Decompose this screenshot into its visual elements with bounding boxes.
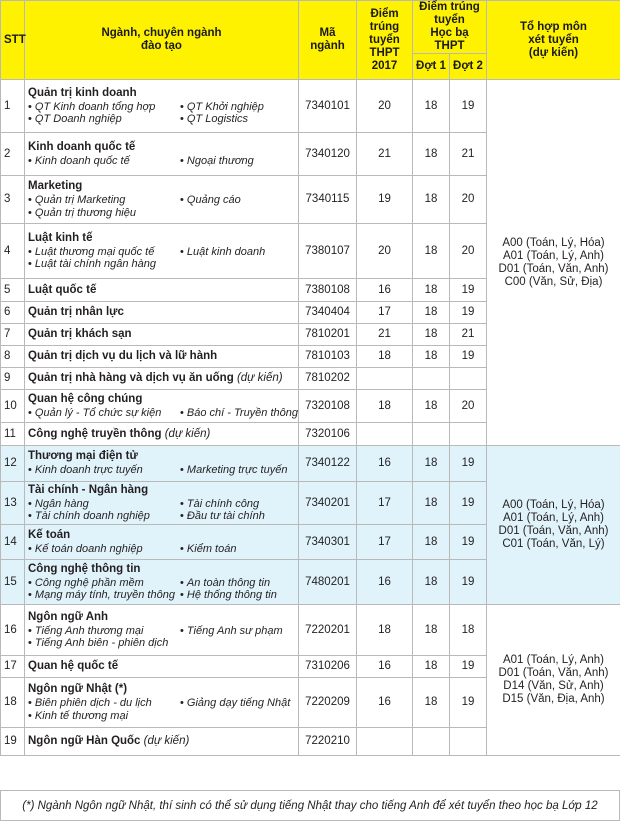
specialization-item: • Tiếng Anh biên - phiên dịch (28, 637, 176, 650)
row-dot2-score (450, 368, 487, 390)
specialization-list (28, 498, 295, 523)
specialization-empty (180, 258, 295, 271)
major-name-text: Ngôn ngữ Anh (28, 610, 109, 623)
header-thpt-line2: trúng tuyển (369, 20, 400, 46)
major-name-text: Luật quốc tế (28, 283, 97, 296)
row-stt: 2 (1, 133, 25, 176)
specialization-list (28, 464, 295, 477)
table-row (1, 446, 620, 482)
row-major (25, 176, 299, 224)
row-major (25, 324, 299, 346)
row-dot1-score: 18 (413, 346, 450, 368)
header-combo (487, 1, 620, 80)
combo-line: D14 (Văn, Sử, Anh) (503, 680, 604, 692)
row-major (25, 133, 299, 176)
row-code: 7810201 (299, 324, 357, 346)
header-thpt-line3: THPT 2017 (369, 46, 400, 72)
major-name (28, 450, 295, 463)
row-code: 7380108 (299, 279, 357, 302)
row-thpt-score: 18 (357, 346, 413, 368)
row-stt: 13 (1, 482, 25, 525)
major-name (28, 393, 295, 406)
combo-line: D01 (Toán, Văn, Anh) (498, 262, 609, 275)
specialization-list (28, 406, 299, 420)
specialization-list (28, 577, 295, 602)
row-code: 7810202 (299, 368, 357, 390)
row-stt: 15 (1, 560, 25, 605)
specialization-item: • Tiếng Anh sư phạm (180, 625, 295, 638)
row-code: 7220210 (299, 728, 357, 756)
combo-group1 (487, 80, 620, 446)
row-major (25, 728, 299, 756)
header-code: Mã ngành (299, 1, 357, 80)
row-dot1-score (413, 423, 450, 446)
major-note: (dự kiến) (143, 735, 190, 747)
row-thpt-score (357, 423, 413, 446)
specialization-item: • QT Logistics (180, 113, 295, 126)
row-dot2-score (450, 423, 487, 446)
major-name (28, 180, 295, 193)
row-dot2-score: 18 (450, 605, 487, 656)
major-name-text: Ngôn ngữ Nhật (*) (28, 683, 128, 695)
row-major (25, 224, 299, 279)
combo-line: A01 (Toán, Lý, Anh) (502, 654, 604, 666)
specialization-item: • Kinh tế thương mại (28, 710, 176, 723)
row-code: 7340120 (299, 133, 357, 176)
footnote: (*) Ngành Ngôn ngữ Nhật, thí sinh có thể sử dụng tiếng Nhật thay cho tiếng Anh để xét tuyển theo học bạ Lớp 12 (0, 790, 620, 821)
specialization-item: • An toàn thông tin (180, 577, 295, 590)
specialization-item: • Đầu tư tài chính (180, 510, 295, 523)
row-dot1-score: 18 (413, 133, 450, 176)
row-code: 7320108 (299, 390, 357, 423)
major-name (28, 428, 295, 441)
row-thpt-score: 21 (357, 133, 413, 176)
row-dot1-score (413, 368, 450, 390)
row-code: 7310206 (299, 656, 357, 678)
row-thpt-score: 19 (357, 176, 413, 224)
row-thpt-score: 21 (357, 324, 413, 346)
row-major (25, 80, 299, 133)
major-name (28, 484, 295, 497)
major-name (28, 529, 295, 542)
major-name-text: Quản trị kinh doanh (28, 86, 137, 99)
combo-line: C00 (Văn, Sử, Địa) (504, 275, 603, 288)
specialization-item: • Tài chính công (180, 498, 295, 511)
major-name (28, 563, 295, 576)
combo-line: A00 (Toán, Lý, Hóa) (502, 236, 605, 249)
major-name-text: Kinh doanh quốc tế (28, 140, 136, 153)
header-thpt-line1: Điểm (370, 7, 399, 20)
specialization-item: • Biên phiên dịch - du lịch (28, 697, 176, 710)
specialization-item: • QT Khởi nghiệp (180, 101, 295, 114)
row-dot1-score: 18 (413, 525, 450, 560)
header-combo-line1: Tổ hợp môn (520, 20, 587, 33)
header-dot1: Đợt 1 (413, 54, 450, 80)
specialization-item: • QT Kinh doanh tổng hợp (28, 101, 176, 114)
specialization-item: • Kế toán doanh nghiệp (28, 543, 176, 556)
header-thpt (357, 1, 413, 80)
row-thpt-score (357, 368, 413, 390)
major-name (28, 232, 295, 245)
header-hocba-line1: Điểm trúng tuyển (419, 1, 480, 26)
row-dot2-score: 19 (450, 678, 487, 728)
row-dot1-score: 18 (413, 80, 450, 133)
specialization-list (28, 625, 295, 650)
row-thpt-score: 17 (357, 302, 413, 324)
row-dot2-score: 20 (450, 176, 487, 224)
specialization-item: • Hệ thống thông tin (180, 589, 295, 602)
specialization-empty (180, 207, 295, 220)
specialization-item: • Marketing trực tuyến (180, 464, 295, 477)
row-code: 7380107 (299, 224, 357, 279)
specialization-item: • Luật kinh doanh (180, 246, 295, 259)
header-dot2: Đợt 2 (450, 54, 487, 80)
major-name (28, 611, 295, 624)
row-major (25, 302, 299, 324)
row-stt: 6 (1, 302, 25, 324)
header-stt: STT (1, 1, 25, 80)
header-combo-line3: (dự kiến) (528, 46, 579, 59)
major-name (28, 328, 295, 341)
major-name (28, 735, 295, 748)
row-stt: 4 (1, 224, 25, 279)
specialization-list (28, 543, 295, 556)
row-stt: 1 (1, 80, 25, 133)
row-dot2-score: 19 (450, 525, 487, 560)
header-major (25, 1, 299, 80)
row-code: 7340301 (299, 525, 357, 560)
row-dot1-score: 18 (413, 390, 450, 423)
major-note: (dự kiến) (236, 372, 283, 384)
header-hocba-line2: Học bạ THPT (430, 27, 469, 52)
row-major (25, 390, 299, 423)
row-thpt-score (357, 728, 413, 756)
row-major (25, 368, 299, 390)
row-dot1-score: 18 (413, 446, 450, 482)
row-code: 7480201 (299, 560, 357, 605)
specialization-item: • QT Doanh nghiệp (28, 113, 176, 126)
row-stt: 16 (1, 605, 25, 656)
specialization-list (28, 155, 295, 168)
major-name-text: Quan hệ công chúng (28, 392, 143, 405)
row-code: 7340201 (299, 482, 357, 525)
major-name-text: Luật kinh tế (28, 231, 93, 244)
row-dot2-score: 19 (450, 279, 487, 302)
major-name (28, 350, 295, 363)
row-major (25, 525, 299, 560)
combo-line: A01 (Toán, Lý, Anh) (502, 249, 604, 262)
row-stt: 19 (1, 728, 25, 756)
row-dot1-score: 18 (413, 176, 450, 224)
row-dot1-score: 18 (413, 302, 450, 324)
major-name-text: Quản trị nhà hàng và dịch vụ ăn uống (28, 372, 234, 384)
row-thpt-score: 20 (357, 80, 413, 133)
major-name (28, 306, 295, 319)
header-major-line1: Ngành, chuyên ngành (101, 27, 222, 39)
specialization-item: • Luật thương mại quốc tế (28, 246, 176, 259)
specialization-item: • Công nghệ phần mềm (28, 577, 176, 590)
major-name-text: Quản trị nhân lực (28, 306, 124, 318)
row-code: 7340101 (299, 80, 357, 133)
combo-line: D01 (Toán, Văn, Anh) (498, 667, 609, 679)
header-combo-line2: xét tuyển (528, 33, 579, 46)
row-dot2-score: 19 (450, 302, 487, 324)
row-code: 7220201 (299, 605, 357, 656)
row-dot2-score: 19 (450, 482, 487, 525)
row-dot1-score: 18 (413, 678, 450, 728)
row-dot2-score: 21 (450, 133, 487, 176)
combo-line: A00 (Toán, Lý, Hóa) (502, 499, 605, 511)
row-dot2-score (450, 728, 487, 756)
row-code: 7340404 (299, 302, 357, 324)
row-dot1-score: 18 (413, 482, 450, 525)
specialization-item: • Kinh doanh quốc tế (28, 155, 176, 168)
specialization-item: • Quản trị Marketing (28, 194, 176, 207)
row-dot1-score: 18 (413, 324, 450, 346)
major-name-text: Thương mại điện tử (28, 450, 138, 463)
combo-line: C01 (Toán, Văn, Lý) (502, 538, 605, 550)
row-thpt-score: 17 (357, 525, 413, 560)
row-stt: 7 (1, 324, 25, 346)
major-note: (dự kiến) (164, 427, 211, 440)
combo-group3 (487, 605, 620, 756)
major-name (28, 683, 295, 696)
row-dot2-score: 19 (450, 656, 487, 678)
major-name-text: Marketing (28, 180, 83, 192)
row-dot1-score: 18 (413, 656, 450, 678)
specialization-list (28, 194, 295, 219)
specialization-item: • Mạng máy tính, truyền thông (28, 589, 176, 602)
specialization-item: • Báo chí - Truyền thông (180, 407, 298, 420)
specialization-item: • Tiếng Anh thương mại (28, 625, 176, 638)
row-stt: 18 (1, 678, 25, 728)
combo-line: D01 (Toán, Văn, Anh) (498, 525, 609, 537)
combo-group2 (487, 446, 620, 605)
specialization-item: • Quản lý - Tổ chức sự kiện (28, 407, 176, 420)
row-stt: 5 (1, 279, 25, 302)
combo-line: D15 (Văn, Địa, Anh) (502, 693, 605, 705)
row-dot2-score: 19 (450, 346, 487, 368)
row-thpt-score: 16 (357, 279, 413, 302)
row-stt: 8 (1, 346, 25, 368)
major-name-text: Công nghệ truyền thông (28, 427, 162, 440)
row-thpt-score: 17 (357, 482, 413, 525)
specialization-item: • Quản trị thương hiệu (28, 207, 176, 220)
major-name (28, 372, 295, 385)
row-major (25, 423, 299, 446)
specialization-empty (180, 637, 295, 650)
row-stt: 17 (1, 656, 25, 678)
specialization-item: • Kiểm toán (180, 543, 295, 556)
row-code: 7340122 (299, 446, 357, 482)
major-name (28, 141, 295, 154)
row-major (25, 446, 299, 482)
major-name-text: Quan hệ quốc tế (28, 660, 119, 672)
table-row (1, 605, 620, 656)
row-thpt-score: 16 (357, 446, 413, 482)
row-dot2-score: 20 (450, 390, 487, 423)
row-major (25, 560, 299, 605)
row-thpt-score: 16 (357, 560, 413, 605)
row-stt: 11 (1, 423, 25, 446)
specialization-item: • Luật tài chính ngân hàng (28, 258, 176, 271)
header-hocba (413, 1, 487, 54)
row-major (25, 605, 299, 656)
table-row (1, 80, 620, 133)
row-dot2-score: 19 (450, 446, 487, 482)
specialization-list (28, 697, 295, 722)
specialization-item: • Kinh doanh trực tuyến (28, 464, 176, 477)
row-stt: 10 (1, 390, 25, 423)
row-stt: 12 (1, 446, 25, 482)
row-thpt-score: 16 (357, 678, 413, 728)
row-dot2-score: 20 (450, 224, 487, 279)
row-dot1-score: 18 (413, 560, 450, 605)
major-name (28, 284, 295, 297)
row-dot1-score: 18 (413, 279, 450, 302)
row-code: 7220209 (299, 678, 357, 728)
row-thpt-score: 18 (357, 390, 413, 423)
row-stt: 3 (1, 176, 25, 224)
specialization-empty (180, 710, 295, 723)
major-name-text: Công nghệ thông tin (28, 562, 141, 575)
row-dot2-score: 19 (450, 560, 487, 605)
row-major (25, 346, 299, 368)
row-code: 7340115 (299, 176, 357, 224)
row-dot1-score: 18 (413, 224, 450, 279)
row-major (25, 656, 299, 678)
specialization-list (28, 246, 295, 271)
row-major (25, 482, 299, 525)
major-name-text: Tài chính - Ngân hàng (28, 483, 149, 496)
row-thpt-score: 18 (357, 605, 413, 656)
major-name-text: Ngôn ngữ Hàn Quốc (28, 735, 141, 747)
row-dot1-score (413, 728, 450, 756)
combo-line: A01 (Toán, Lý, Anh) (502, 512, 604, 524)
major-name-text: Kế toán (28, 528, 71, 541)
specialization-item: • Quảng cáo (180, 194, 295, 207)
specialization-item: • Ngân hàng (28, 498, 176, 511)
major-name (28, 660, 295, 673)
row-dot2-score: 19 (450, 80, 487, 133)
row-stt: 9 (1, 368, 25, 390)
row-major (25, 279, 299, 302)
specialization-list (28, 101, 295, 126)
row-dot2-score: 21 (450, 324, 487, 346)
row-stt: 14 (1, 525, 25, 560)
major-name (28, 87, 295, 100)
specialization-item: • Giảng dạy tiếng Nhật (180, 697, 295, 710)
row-thpt-score: 16 (357, 656, 413, 678)
row-thpt-score: 20 (357, 224, 413, 279)
specialization-item: • Tài chính doanh nghiệp (28, 510, 176, 523)
row-major (25, 678, 299, 728)
row-dot1-score: 18 (413, 605, 450, 656)
row-code: 7320106 (299, 423, 357, 446)
major-name-text: Quản trị khách sạn (28, 328, 132, 340)
header-major-line2: đào tạo (141, 40, 182, 52)
row-code: 7810103 (299, 346, 357, 368)
major-name-text: Quản trị dịch vụ du lịch và lữ hành (28, 350, 218, 362)
specialization-item: • Ngoại thương (180, 155, 295, 168)
